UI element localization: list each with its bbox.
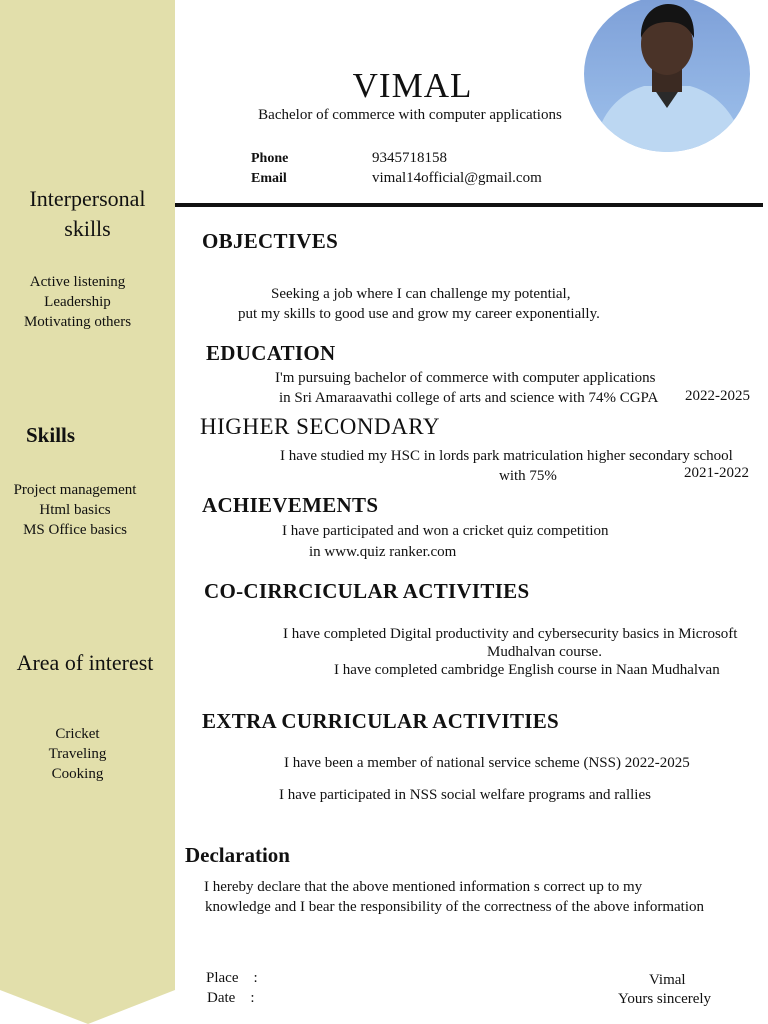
email-value: vimal14official@gmail.com bbox=[372, 170, 542, 186]
skills-title: Skills bbox=[26, 423, 76, 447]
higher-secondary-years: 2021-2022 bbox=[684, 465, 749, 481]
phone-value: 9345718158 bbox=[372, 150, 447, 166]
degree-subtitle: Bachelor of commerce with computer applications bbox=[258, 107, 562, 123]
list-item: MS Office basics bbox=[23, 522, 127, 538]
header-divider bbox=[175, 203, 763, 207]
list-item: Motivating others bbox=[23, 314, 132, 330]
signature-name: Vimal bbox=[649, 972, 686, 988]
achievements-heading: ACHIEVEMENTS bbox=[202, 493, 379, 517]
list-item: Traveling bbox=[48, 746, 107, 762]
extra-curricular-heading: EXTRA CURRICULAR ACTIVITIES bbox=[202, 709, 560, 733]
objectives-line-1: Seeking a job where I can challenge my potential, bbox=[271, 286, 571, 302]
higher-secondary-line-1: I have studied my HSC in lords park matriculation higher secondary school bbox=[280, 448, 733, 464]
profile-photo bbox=[584, 0, 750, 152]
skills-list bbox=[0, 480, 150, 540]
objectives-heading: OBJECTIVES bbox=[202, 229, 339, 253]
education-line-1: I'm pursuing bachelor of commerce with computer applications bbox=[275, 370, 656, 386]
interpersonal-skills-list bbox=[0, 272, 155, 332]
email-label: Email bbox=[251, 171, 287, 186]
list-item: Active listening bbox=[29, 274, 126, 290]
education-years: 2022-2025 bbox=[685, 388, 750, 404]
declaration-heading: Declaration bbox=[185, 843, 290, 867]
higher-secondary-line-2: with 75% bbox=[499, 468, 557, 484]
date-label: Date : bbox=[207, 990, 255, 1006]
list-item: Cricket bbox=[55, 726, 100, 742]
extra-curricular-line-2: I have participated in NSS social welfare programs and rallies bbox=[279, 787, 651, 803]
objectives-line-2: put my skills to good use and grow my career exponentially. bbox=[238, 306, 600, 322]
closing-text: Yours sincerely bbox=[618, 991, 712, 1007]
applicant-name: VIMAL bbox=[352, 66, 473, 105]
education-line-2: in Sri Amaraavathi college of arts and science with 74% CGPA bbox=[279, 390, 659, 406]
list-item: Html basics bbox=[39, 502, 111, 518]
declaration-line-2: knowledge and I bear the responsibility of the correctness of the above information bbox=[205, 899, 705, 915]
co-curricular-heading: CO-CIRRCICULAR ACTIVITIES bbox=[204, 579, 530, 603]
co-curricular-line-2: Mudhalvan course. bbox=[487, 644, 602, 660]
area-of-interest-title: Area of interest bbox=[16, 650, 154, 675]
list-item: Leadership bbox=[44, 294, 111, 310]
phone-label: Phone bbox=[251, 151, 289, 166]
place-label: Place : bbox=[206, 970, 258, 986]
achievements-line-1: I have participated and won a cricket quiz competition bbox=[282, 523, 609, 539]
list-item: Cooking bbox=[51, 766, 104, 782]
extra-curricular-line-1: I have been a member of national service scheme (NSS) 2022-2025 bbox=[284, 755, 690, 771]
interpersonal-skills-title: Interpersonal skills bbox=[29, 186, 146, 241]
list-item: Project management bbox=[13, 482, 137, 498]
education-heading: EDUCATION bbox=[206, 341, 336, 365]
interest-list bbox=[0, 724, 155, 784]
achievements-line-2: in www.quiz ranker.com bbox=[309, 544, 457, 560]
co-curricular-line-1: I have completed Digital productivity and cybersecurity basics in Microsoft bbox=[283, 626, 738, 642]
higher-secondary-heading: HIGHER SECONDARY bbox=[200, 414, 440, 439]
co-curricular-line-3: I have completed cambridge English course in Naan Mudhalvan bbox=[334, 662, 720, 678]
declaration-line-1: I hereby declare that the above mentioned information s correct up to my bbox=[204, 879, 643, 895]
